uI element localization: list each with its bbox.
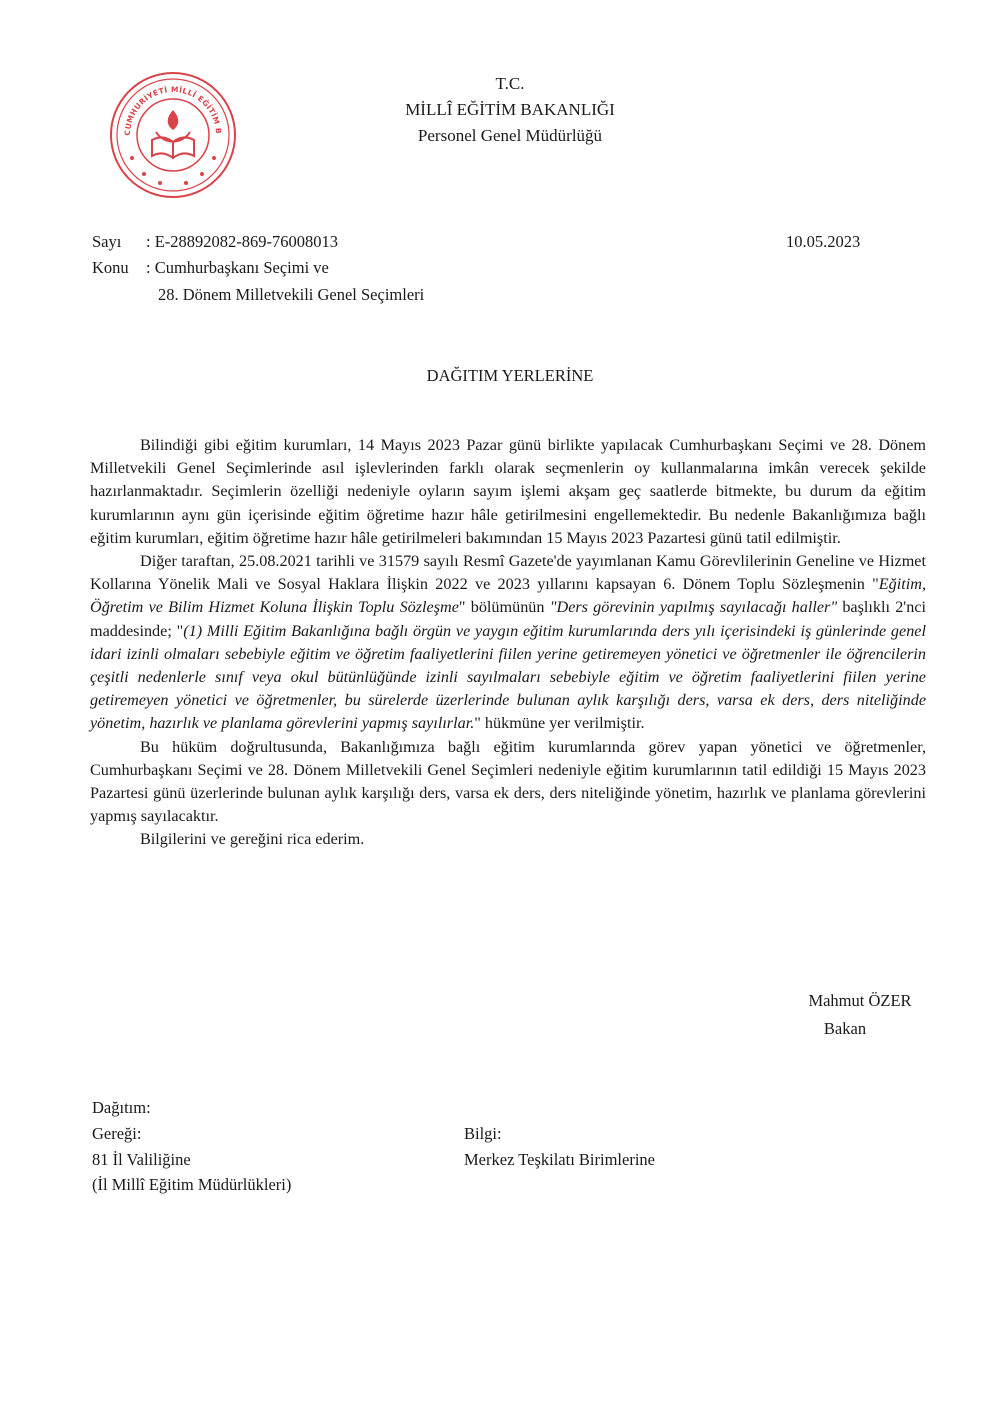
p2-italic-quote: (1) Milli Eğitim Bakanlığına bağlı örgün ve yaygın eğitim kurumlarında ders yılı içerisindeki iş günlerinde genel idari izinli olmaları sebebiyle eğitim ve öğretim faaliyetlerini fiilen yerine getiremeyen yönetici ve öğretmenler ile öğrencilerin çeşitli nedenlerle sınıf veya okul bütünlüğünde izinli sayılmaları sebebiyle eğitim ve öğretim faaliyetlerini fiilen yerine getiremeyen yönetici ve öğretmenler, bu sürelerde üzerlerinde bulunan aylık karşılığı ders, varsa ek ders, ders niteliğinde yönetim, hazırlık ve planlama görevlerini yapmış sayılırlar. (90, 621, 926, 733)
header-ministry: MİLLÎ EĞİTİM BAKANLIĞI (405, 100, 615, 119)
geregi-recipient-2: (İl Millî Eğitim Müdürlükleri) (92, 1175, 292, 1194)
distribution-label: Dağıtım: (92, 1098, 151, 1117)
signatory-title: Bakan (823, 1019, 867, 1038)
bilgi-label: Bilgi: (464, 1124, 502, 1143)
paragraph-3: Bu hüküm doğrultusunda, Bakanlığımıza bağlı eğitim kurumlarında görev yapan yönetici ve öğretmenler, Cumhurbaşkanı Seçimi ve 28. Dönem Milletvekili Genel Seçimleri nedeniyle eğitim kurumlarının tatil edildiği 15 Mayıs 2023 Pazartesi günü üzerlerinde bulunan aylık karşılığı ders, varsa ek ders, ders niteliğinde yönetim, hazırlık ve planlama görevlerini yapmış sayılacaktır. (90, 737, 926, 826)
sayi-value: : E-28892082-869-76008013 (146, 232, 339, 251)
bilgi-recipient-1: Merkez Teşkilatı Birimlerine (464, 1150, 655, 1169)
paragraph-2 (90, 550, 926, 736)
sayi-label: Sayı (92, 232, 122, 251)
p2-text-g: " hükmüne yer verilmiştir. (474, 714, 645, 733)
p2-text-e: başlıklı 2'nci maddesinde; " (90, 598, 926, 640)
paragraph-4: Bilgilerini ve gereğini rica ederim. (140, 830, 365, 849)
ministry-seal-logo (108, 70, 238, 200)
letter-body (90, 434, 926, 852)
signatory-name: Mahmut ÖZER (808, 991, 912, 1010)
p2-italic-section: Eğitim, Öğretim ve Bilim Hizmet Koluna İlişkin Toplu Sözleşme (90, 575, 926, 617)
geregi-recipient-1: 81 İl Valiliğine (92, 1150, 191, 1169)
p2-italic-heading: "Ders görevinin yapılmış sayılacağı haller" (549, 598, 838, 617)
geregi-label: Gereği: (92, 1124, 142, 1143)
konu-value-line2: 28. Dönem Milletvekili Genel Seçimleri (158, 285, 425, 304)
p2-text-c: " bölümünün (458, 598, 550, 617)
konu-value-line1: : Cumhurbaşkanı Seçimi ve (146, 258, 329, 277)
konu-label: Konu (92, 258, 129, 277)
svg-text:TÜRKİYE CUMHURİYETİ MİLLÎ EĞİT: CUMHURİYETİ MİLLÎ EĞİTİM B (122, 84, 224, 136)
paragraph-1: Bilindiği gibi eğitim kurumları, 14 Mayıs 2023 Pazar günü birlikte yapılacak Cumhurbaşkanı Seçimi ve 28. Dönem Milletvekili Genel Seçimlerinde asıl işlevlerinden farklı olarak seçmenlerin oy kullanmalarına imkân verecek şekilde hazırlanmaktadır. Seçimlerin özelliği nedeniyle oyların sayım işlemi akşam geç saatlerde bitmekte, bu durum da eğitim kurumlarının aynı gün içerisinde eğitim öğretime hazır hâle getirilmesini engellemektedir. Bu nedenle Bakanlığımıza bağlı eğitim kurumları, eğitim öğretime hazır hâle getirilmeleri bakımından 15 Mayıs 2023 Pazartesi günü tatil edilmiştir. (90, 436, 926, 547)
document-date: 10.05.2023 (786, 232, 861, 251)
addressee: DAĞITIM YERLERİNE (426, 366, 594, 385)
p2-text-a: Diğer taraftan, 25.08.2021 tarihli ve 31579 sayılı Resmî Gazete'de yayımlanan Kamu Görevlilerinin Geneline ve Hizmet Kollarına Yönelik Mali ve Sosyal Haklara İlişkin 2022 ve 2023 yıllarını kapsayan 6. Dönem Toplu Sözleşmenin " (90, 552, 926, 594)
header-directorate: Personel Genel Müdürlüğü (417, 126, 603, 145)
header-tc: T.C. (495, 74, 525, 93)
